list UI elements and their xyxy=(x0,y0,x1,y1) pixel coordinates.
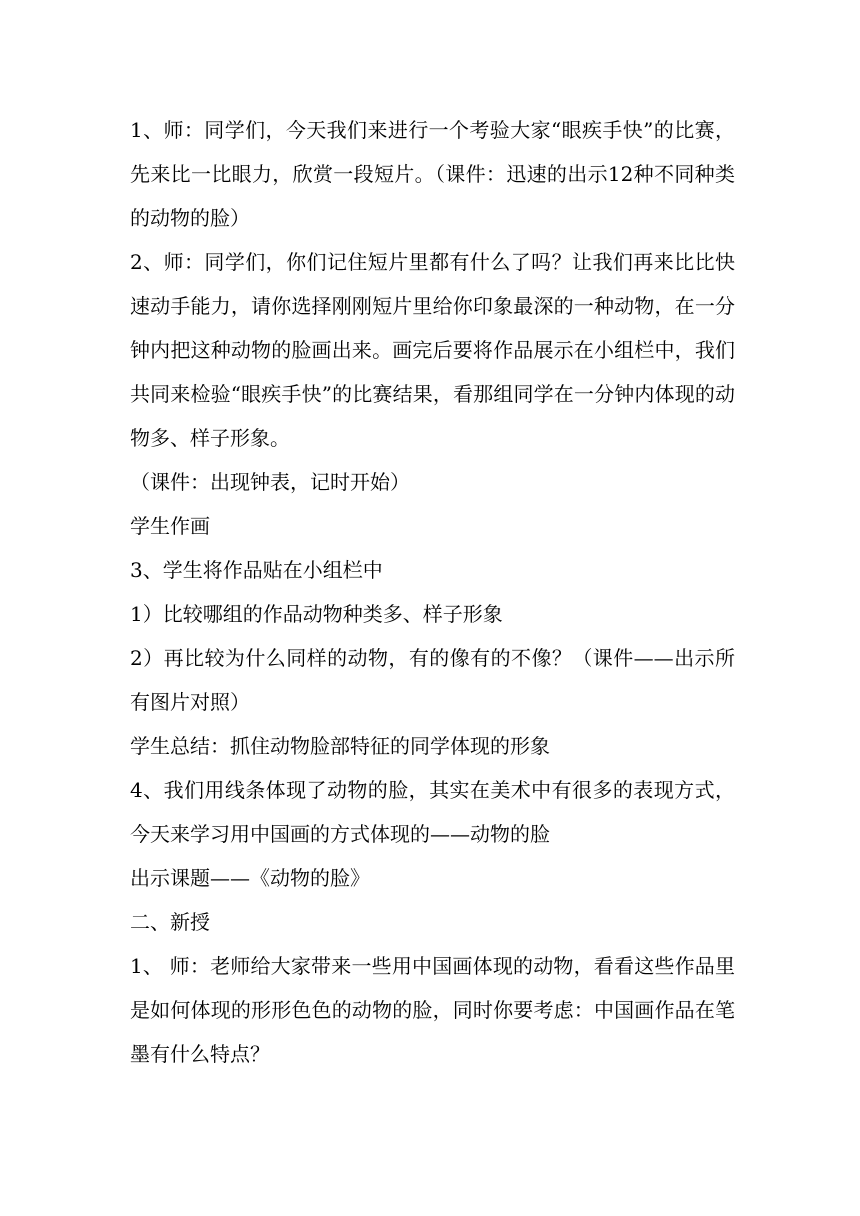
paragraph-2: 2、师：同学们，你们记住短片里都有什么了吗？让我们再来比比快速动手能力，请你选择刚刚短片里给你印象最深的一种动物，在一分钟内把这种动物的脸画出来。画完后要将作品展示在小组栏中，我们共同来检验“眼疾手快”的比赛结果，看那组同学在一分钟内体现的动物多、样子形象。 xyxy=(130,250,735,450)
paragraph-6: 1）比较哪组的作品动物种类多、样子形象 xyxy=(130,602,503,626)
section-heading: 二、新授 xyxy=(130,910,210,934)
paragraph-5: 3、学生将作品贴在小组栏中 xyxy=(130,558,383,582)
document-body xyxy=(130,108,735,1076)
paragraph-12: 1、 师：老师给大家带来一些用中国画体现的动物，看看这些作品里是如何体现的形形色色的动物的脸，同时你要考虑：中国画作品在笔墨有什么特点？ xyxy=(130,954,735,1066)
paragraph-8: 学生总结：抓住动物脸部特征的同学体现的形象 xyxy=(130,734,550,758)
paragraph-10: 出示课题——《动物的脸》 xyxy=(130,866,370,890)
paragraph-3: （课件：出现钟表，记时开始） xyxy=(130,470,410,494)
paragraph-7: 2）再比较为什么同样的动物，有的像有的不像？（课件——出示所有图片对照） xyxy=(130,646,735,714)
paragraph-1: 1、师：同学们，今天我们来进行一个考验大家“眼疾手快”的比赛，先来比一比眼力，欣赏一段短片。（课件：迅速的出示12种不同种类的动物的脸） xyxy=(130,118,735,230)
paragraph-9: 4、我们用线条体现了动物的脸，其实在美术中有很多的表现方式，今天来学习用中国画的方式体现的——动物的脸 xyxy=(130,778,735,846)
paragraph-4: 学生作画 xyxy=(130,514,210,538)
